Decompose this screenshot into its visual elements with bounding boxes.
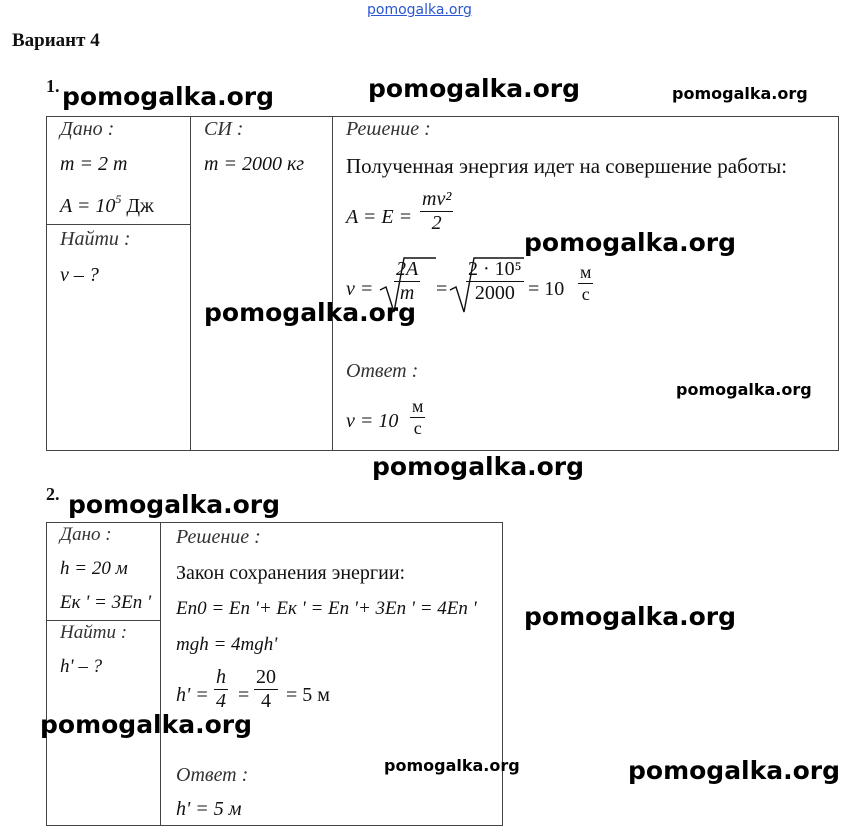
- given-work-base: A = 10: [60, 195, 116, 217]
- variant-title: Вариант 4: [12, 30, 100, 51]
- watermark: pomogalka.org: [368, 74, 581, 103]
- table-divider: [332, 116, 333, 451]
- given-header: Дано :: [60, 118, 115, 140]
- fraction-numerator: mv²: [422, 188, 452, 210]
- watermark: pomogalka.org: [372, 452, 585, 481]
- answer-unit: [410, 396, 425, 439]
- given-work: [60, 192, 154, 218]
- table-divider: [502, 522, 503, 826]
- equals-sign: =: [238, 684, 250, 706]
- unit-denominator: с: [410, 417, 425, 439]
- radical2-fraction: [466, 258, 524, 305]
- solution-text: Полученная энергия идет на совершение работы:: [346, 154, 788, 178]
- watermark: pomogalka.org: [68, 490, 281, 519]
- fraction-denominator: m: [394, 281, 420, 305]
- height-fraction1: [214, 666, 228, 713]
- watermark: pomogalka.org: [524, 228, 737, 257]
- equals-sign: =: [436, 278, 448, 300]
- table-divider: [46, 224, 191, 225]
- table-divider: [46, 825, 503, 826]
- fraction-numerator: 20: [256, 666, 276, 688]
- answer-header: Ответ :: [346, 360, 419, 382]
- given-work-exp: 5: [115, 192, 122, 206]
- height-result: = 5 м: [286, 684, 330, 706]
- fraction-numerator: h: [216, 666, 226, 688]
- unit-numerator: м: [412, 396, 424, 416]
- mgh-equation: mgh = 4mgh': [176, 634, 278, 655]
- solution-text: Закон сохранения энергии:: [176, 562, 406, 584]
- speed-result: = 10: [528, 278, 565, 300]
- fraction-numerator: 2A: [396, 258, 419, 280]
- given-work-unit: Дж: [121, 195, 154, 217]
- table-divider: [160, 522, 161, 826]
- answer-height: h' = 5 м: [176, 798, 242, 820]
- problem1-number: 1.: [46, 76, 60, 96]
- fraction-denominator: 2000: [466, 281, 524, 305]
- fraction-denominator: 4: [216, 690, 226, 712]
- given-mass: m = 2 т: [60, 153, 128, 175]
- speed-equation-left: v =: [346, 278, 374, 300]
- watermark: pomogalka.org: [524, 602, 737, 631]
- find-header: Найти :: [60, 228, 131, 250]
- unit-numerator: м: [580, 262, 592, 282]
- si-mass: m = 2000 кг: [204, 153, 305, 175]
- given-energy: Eк ' = 3Eп ': [60, 592, 152, 613]
- find-header: Найти :: [60, 622, 128, 643]
- problem2-number: 2.: [46, 484, 60, 504]
- energy-equation: Eп0 = Eп '+ Eк ' = Eп '+ 3Eп ' = 4Eп ': [176, 598, 477, 619]
- fraction-denominator: 4: [254, 689, 278, 713]
- solution-header: Решение :: [176, 526, 261, 548]
- table-divider: [46, 522, 503, 523]
- speed-unit: [578, 262, 593, 305]
- height-fraction2: [254, 666, 278, 713]
- table-divider: [190, 116, 191, 451]
- find-speed: v – ?: [60, 264, 99, 286]
- height-equation-left: h' =: [176, 684, 209, 706]
- given-header: Дано :: [60, 524, 112, 545]
- energy-fraction: [420, 188, 453, 235]
- watermark: pomogalka.org: [40, 710, 253, 739]
- watermark: pomogalka.org: [628, 756, 841, 785]
- table-divider: [46, 620, 161, 621]
- watermark: pomogalka.org: [384, 756, 520, 775]
- watermark: pomogalka.org: [672, 84, 808, 103]
- answer-speed: v = 10: [346, 410, 399, 432]
- watermark: pomogalka.org: [676, 380, 812, 399]
- fraction-denominator: 2: [420, 211, 453, 235]
- solution-header: Решение :: [346, 118, 431, 140]
- watermark: pomogalka.org: [62, 82, 275, 111]
- fraction-numerator: 2 · 10⁵: [468, 258, 522, 280]
- top-watermark-link[interactable]: pomogalka.org: [367, 2, 472, 18]
- table-divider: [46, 522, 47, 826]
- given-height: h = 20 м: [60, 558, 128, 579]
- energy-equation-left: A = E =: [346, 206, 413, 228]
- si-header: СИ :: [204, 118, 244, 140]
- watermark: pomogalka.org: [204, 298, 417, 327]
- answer-header: Ответ :: [176, 764, 249, 786]
- find-height: h' – ?: [60, 656, 103, 677]
- unit-denominator: с: [578, 283, 593, 305]
